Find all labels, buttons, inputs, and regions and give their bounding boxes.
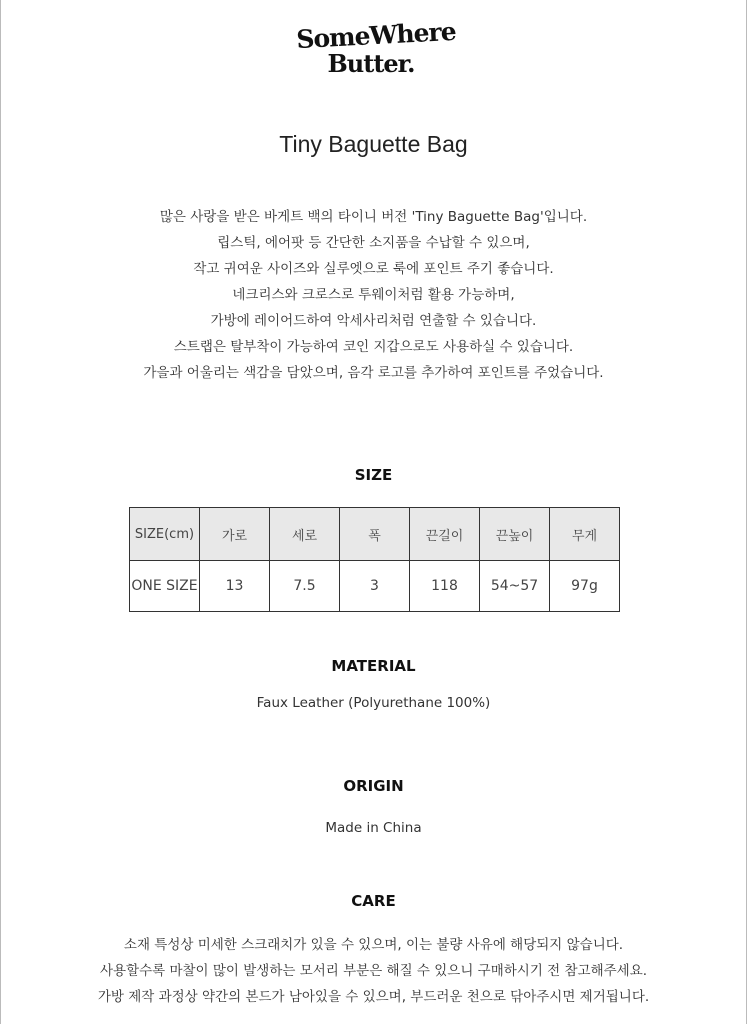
description-line: 립스틱, 에어팟 등 간단한 소지품을 수납할 수 있으며, bbox=[217, 235, 530, 251]
origin-text: Made in China bbox=[325, 820, 422, 836]
header-cell: 무게 bbox=[550, 508, 620, 561]
table-cell: ONE SIZE bbox=[130, 561, 200, 612]
size-heading: SIZE bbox=[354, 466, 393, 484]
table-cell: 118 bbox=[410, 561, 480, 612]
header-cell: 가로 bbox=[200, 508, 270, 561]
size-table bbox=[129, 507, 620, 612]
care-line: 가방 제작 과정상 약간의 본드가 남아있을 수 있으며, 부드러운 천으로 닦아주시면 제거됩니다. bbox=[97, 989, 650, 1005]
description-line: 가방에 레이어드하여 악세사리처럼 연출할 수 있습니다. bbox=[210, 313, 537, 329]
care-line: 소재 특성상 미세한 스크래치가 있을 수 있으며, 이는 불량 사유에 해당되지 않습니다. bbox=[123, 937, 624, 953]
header-cell: SIZE(cm) bbox=[130, 508, 200, 561]
care-line: 사용할수록 마찰이 많이 발생하는 모서리 부분은 해질 수 있으니 구매하시기 전 참고해주세요. bbox=[99, 963, 648, 979]
description-line: 작고 귀여운 사이즈와 실루엣으로 룩에 포인트 주기 좋습니다. bbox=[193, 261, 554, 277]
table-cell: 7.5 bbox=[270, 561, 340, 612]
header-cell: 폭 bbox=[340, 508, 410, 561]
table-row bbox=[130, 561, 620, 612]
material-heading: MATERIAL bbox=[331, 657, 416, 675]
header-cell: 끈높이 bbox=[480, 508, 550, 561]
care-text bbox=[1, 932, 746, 1010]
logo-line2: Butter. bbox=[327, 49, 415, 78]
header-cell: 끈길이 bbox=[410, 508, 480, 561]
table-cell: 3 bbox=[340, 561, 410, 612]
table-cell: 54~57 bbox=[480, 561, 550, 612]
table-cell: 97g bbox=[550, 561, 620, 612]
header-cell: 세로 bbox=[270, 508, 340, 561]
description-line: 많은 사랑을 받은 바게트 백의 타이니 버전 'Tiny Baguette Bag'입니다. bbox=[159, 209, 588, 225]
description-line: 스트랩은 탈부착이 가능하여 코인 지갑으로도 사용하실 수 있습니다. bbox=[173, 339, 574, 355]
table-header-row bbox=[130, 508, 620, 561]
brand-logo bbox=[291, 16, 461, 78]
description-line: 가을과 어울리는 색감을 담았으며, 음각 로고를 추가하여 포인트를 주었습니다. bbox=[143, 365, 604, 381]
care-heading: CARE bbox=[351, 892, 396, 910]
origin-heading: ORIGIN bbox=[343, 777, 404, 795]
product-title: Tiny Baguette Bag bbox=[279, 131, 468, 157]
table-cell: 13 bbox=[200, 561, 270, 612]
material-text: Faux Leather (Polyurethane 100%) bbox=[256, 695, 491, 711]
product-description bbox=[1, 204, 746, 386]
logo-line1: SomeWhere bbox=[295, 16, 457, 55]
description-line: 네크리스와 크로스로 투웨이처럼 활용 가능하며, bbox=[232, 287, 515, 303]
